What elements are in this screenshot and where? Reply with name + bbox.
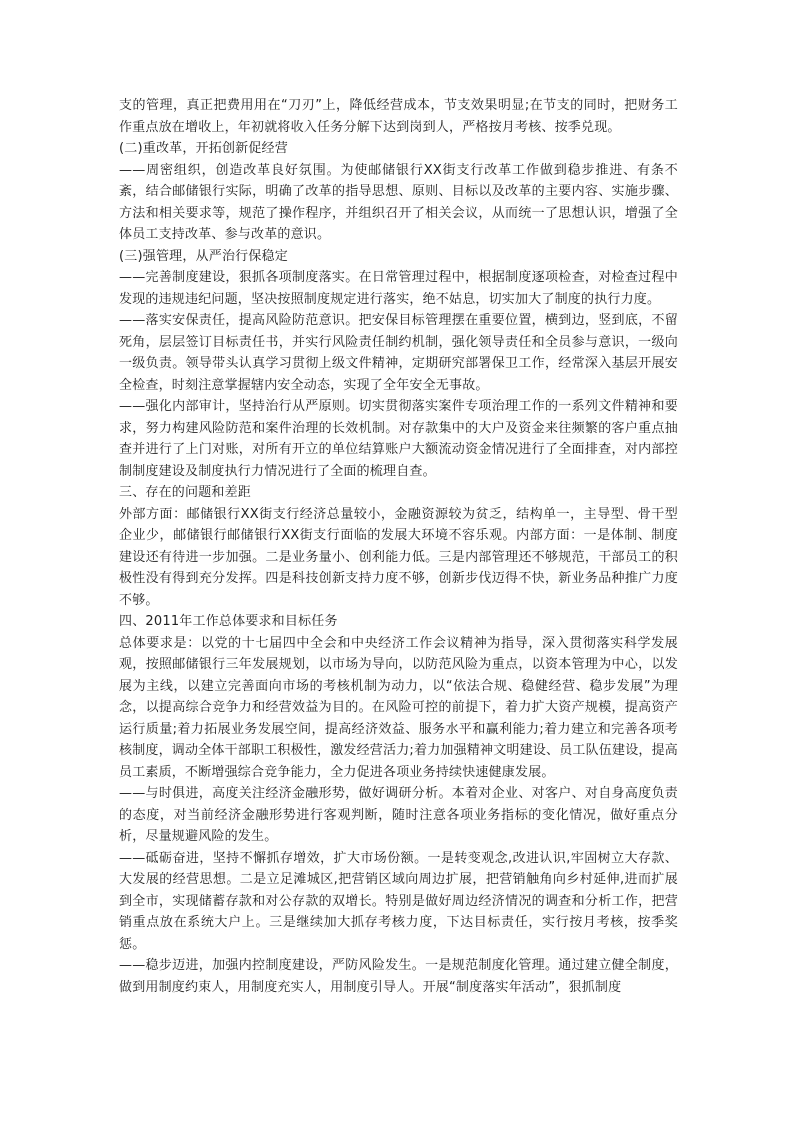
paragraph-reform-organization: ——周密组织，创造改革良好氛围。为使邮储银行XX街支行改革工作做到稳步推进、有条不紊，结合邮储银行实际，明确了改革的指导思想、原则、目标以及改革的主要内容、实施步骤、方法和相关要求等，规范了操作程序，并组织召开了相关会议，从而统一了思想认识，增强了全体员工支持改革、参与改革的意识。 (119, 162, 678, 242)
paragraph-deposit-growth: ——砥砺奋进，坚持不懈抓存增效，扩大市场份额。一是转变观念,改进认识,牢固树立大存款、大发展的经营思想。二是立足滩城区,把营销区域向周边扩展，把营销触角向乡村延伸,进而扩展到全市，实现储蓄存款和对公存款的双增长。特别是做好周边经济情况的调查和分析工作，把营销重点放在系统大户上。三是继续加大抓存考核力度，下达目标责任，实行按月考核，按季奖惩。 (119, 850, 678, 952)
paragraph-security-responsibility: ——落实安保责任，提高风险防范意识。把安保目标管理摆在重要位置，横到边，竖到底，不留死角，层层签订目标责任书，并实行风险责任制约机制，强化领导责任和全员参与意识，一级向一级负责。领导带头认真学习贯彻上级文件精神，定期研究部署保卫工作，经常深入基层开展安全检查，时刻注意掌握辖内安全动态，实现了全年安全无事故。 (119, 313, 678, 393)
paragraph-research-analysis: ——与时俱进，高度关注经济金融形势，做好调研分析。本着对企业、对客户、对自身高度负责的态度，对当前经济金融形势进行客观判断，随时注意各项业务指标的变化情况，做好重点分析，尽量规避风险的发生。 (119, 786, 678, 844)
paragraph-system-building: ——完善制度建设，狠抓各项制度落实。在日常管理过程中，根据制度逐项检查，对检查过程中发现的违规违纪问题，坚决按照制度规定进行落实，绝不姑息，切实加大了制度的执行力度。 (119, 270, 678, 307)
paragraph-internal-audit: ——强化内部审计，坚持治行从严原则。切实贯彻落实案件专项治理工作的一系列文件精神和要求，努力构建风险防范和案件治理的长效机制。对存款集中的大户及资金来往频繁的客户重点抽查并进行了上门对账，对所有开立的单位结算账户大额流动资金情况进行了全面排查，对内部控制制度建设及制度执行力情况进行了全面的梳理自查。 (119, 399, 678, 479)
section-heading-management: (三)强管理，从严治行保稳定 (119, 248, 288, 264)
section-heading-problems: 三、存在的问题和差距 (119, 485, 252, 500)
paragraph-overall-requirements: 总体要求是：以党的十七届四中全会和中央经济工作会议精神为指导，深入贯彻落实科学发展观，按照邮储银行三年发展规划，以市场为导向，以防范风险为重点，以资本管理为中心，以发展为主线，以建立完善面向市场的考核机制为动力，以“依法合规、稳健经营、稳步发展”为理念，以提高综合竞争力和经营效益为目的。在风险可控的前提下，着力扩大资产规模，提高资产运行质量;着力拓展业务发展空间，提高经济效益、服务水平和赢利能力;着力建立和完善各项考核制度，调动全体干部职工积极性，激发经营活力;着力加强精神文明建设、员工队伍建设，提高员工素质，不断增强综合竞争能力，全力促进各项业务持续快速健康发展。 (119, 635, 678, 780)
paragraph-internal-control: ——稳步迈进，加强内控制度建设，严防风险发生。一是规范制度化管理。通过建立健全制度，做到用制度约束人，用制度充实人，用制度引导人。开展“制度落实年活动”，狠抓制度 (119, 958, 678, 995)
section-heading-reform: (二)重改革，开拓创新促经营 (119, 141, 288, 156)
paragraph-cost-control: 支的管理，真正把费用用在“刀刃”上，降低经营成本，节支效果明显;在节支的同时，把财务工作重点放在增收上，年初就将收入任务分解下达到岗到人，严格按月考核、按季兑现。 (119, 98, 678, 135)
section-heading-2011-goals: 四、2011年工作总体要求和目标任务 (119, 614, 338, 629)
document-body (119, 95, 678, 998)
paragraph-problems: 外部方面：邮储银行XX街支行经济总量较小，金融资源较为贫乏，结构单一，主导型、骨干型企业少，邮储银行邮储银行XX街支行面临的发展大环境不容乐观。内部方面：一是体制、制度建设还有待进一步加强。二是业务量小、创利能力低。三是内部管理还不够规范，干部员工的积极性没有得到充分发挥。四是科技创新支持力度不够，创新步伐迈得不快，新业务品种推广力度不够。 (119, 506, 678, 608)
